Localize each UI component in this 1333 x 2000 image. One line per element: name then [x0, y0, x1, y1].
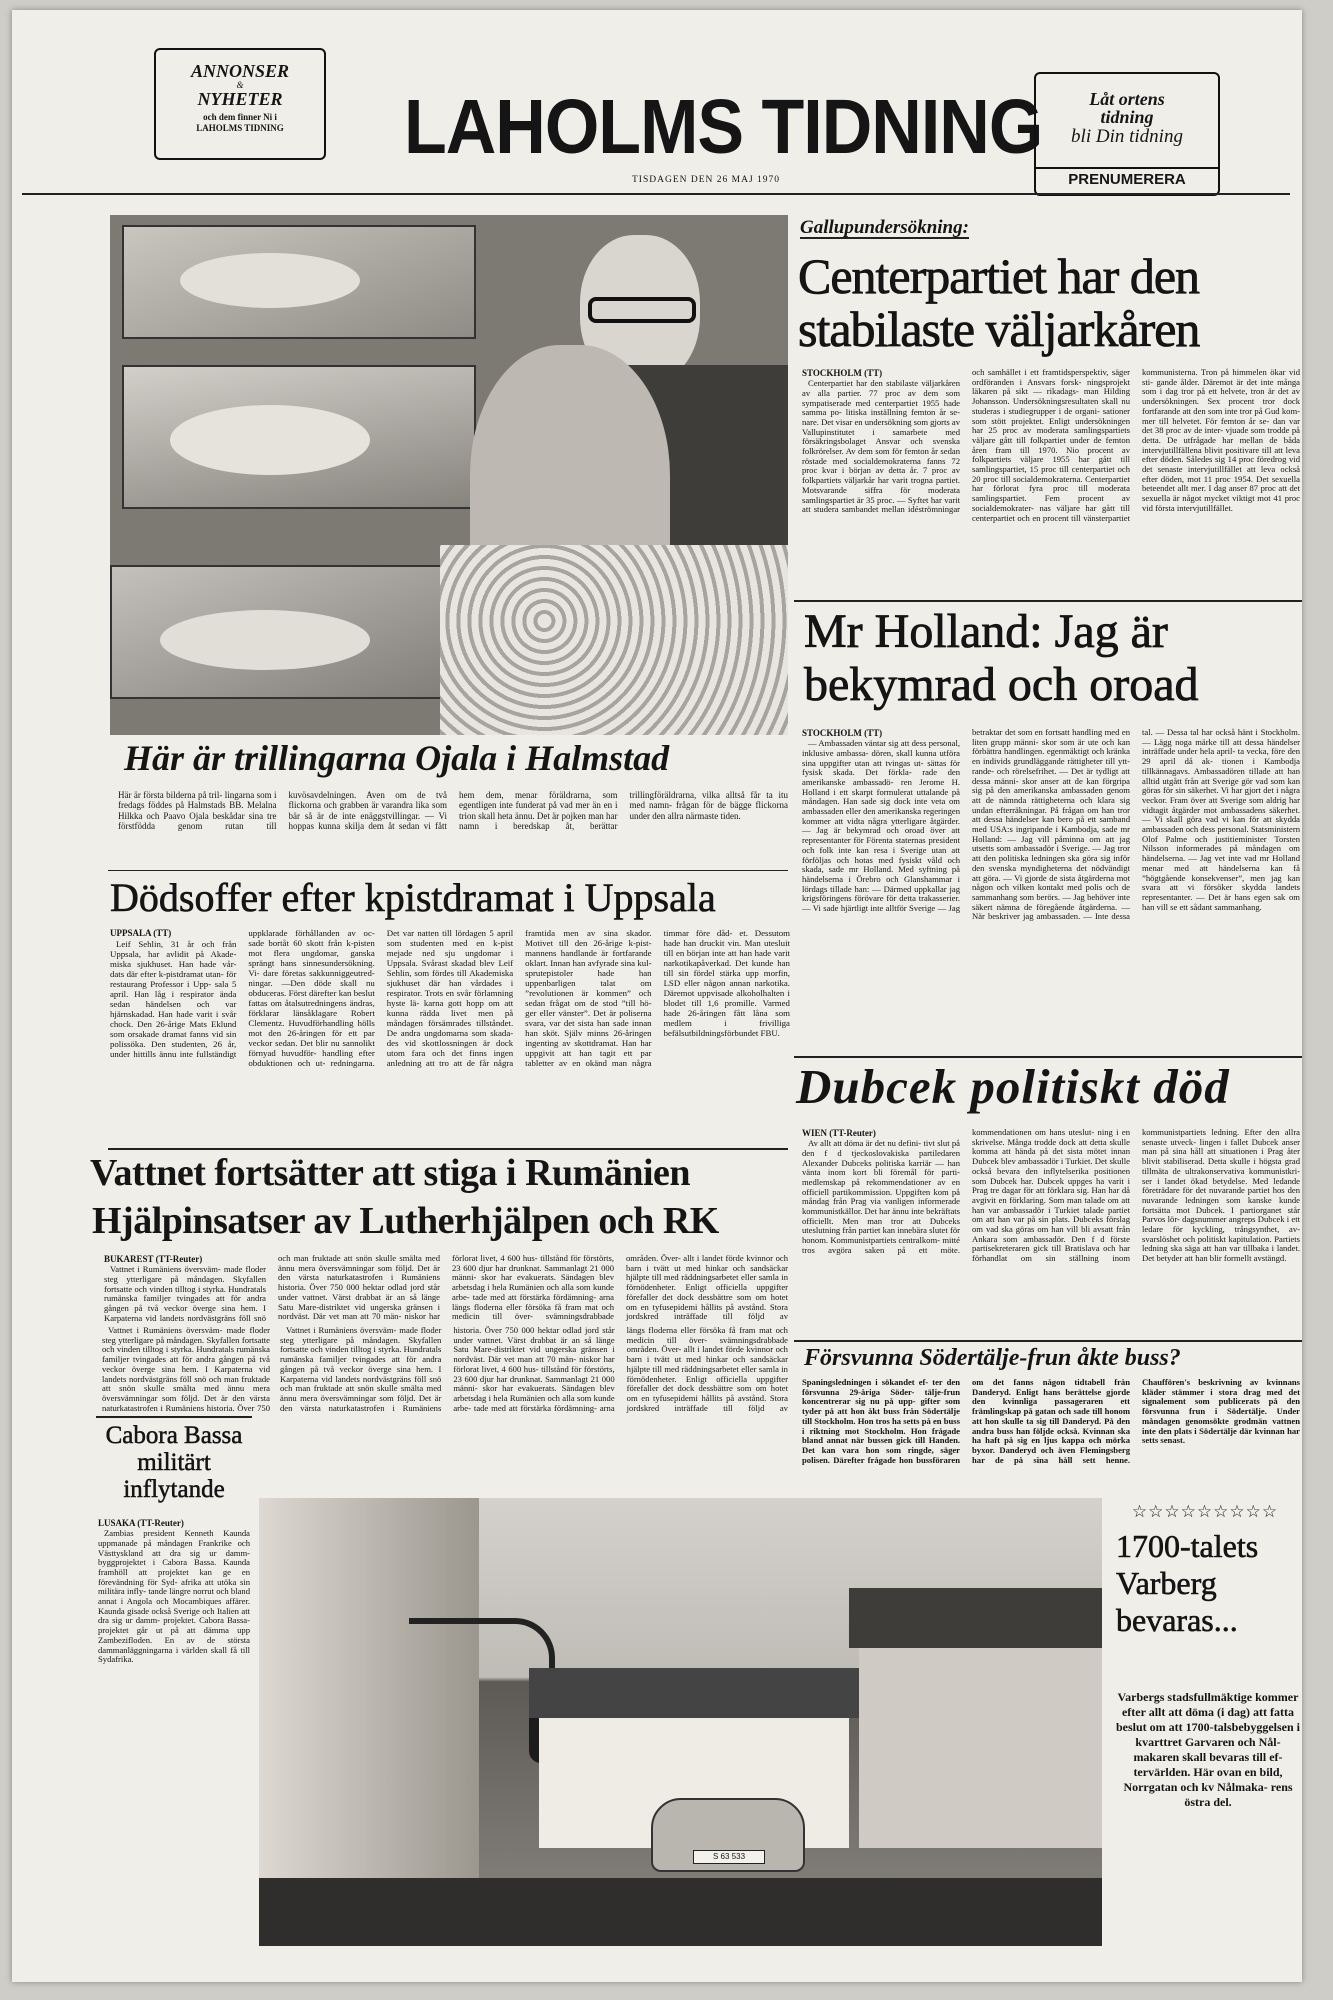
dodsoffer-headline: Dödsoffer efter kpistdramat i Uppsala — [110, 875, 716, 920]
dodsoffer-dateline: UPPSALA (TT) — [110, 928, 172, 938]
subscribe-label: PRENUMERERA — [1036, 167, 1218, 188]
holland-divider — [794, 1056, 1302, 1058]
masthead-rule — [22, 193, 1290, 195]
cabora-body — [98, 1518, 250, 1918]
rumanien-dateline: BUKAREST (TT-Reuter) — [104, 1254, 203, 1264]
ad-box-left — [154, 48, 326, 160]
rumanien-body-right — [280, 1326, 788, 1414]
rumanien-headline-1: Vattnet fortsätter att stiga i Rumänien — [90, 1152, 691, 1194]
sodertalje-text: Spaningsledningen i sökandet ef- ter den försvunna 29-åriga Söder- tälje-frun koncentrerar sig nu på upp- gifter som tyder på att hon åkt buss från Södertälje till Stockholm. Hon tros ha setts på en buss i riktning mot Stockholm. Hon frågade bland annat när bussen gick till Handen. Det kan vara hon som ringde, säger polisen. Därefter frågade hon bussföraren om det fanns någon tidtabell från Danderyd. Enligt hans berättelse gjorde den kvinnliga passageraren ett främlingskap på gatan och sade till honom att hon skulle ta sig till Danderyd. På den andra buss han följde också. Kvinnan ska ha haft på sig en ljus kappa och mörka byxor. Danderyd och även Flemingsberg har de på sina håll sett henne. Chauffören's beskrivning av kvinnans kläder stämmer i stora drag med det signalement som publicerats på den försvunna frun i Södertälje. Under måndagen genomsökte grodmän vattnen inte den plats i Södertälje där kvinnan har setts senast. — [802, 1378, 1300, 1465]
rumanien-top-rule — [108, 1148, 788, 1150]
sodertalje-headline: Försvunna Södertälje-frun åkte buss? — [804, 1345, 1181, 1371]
baby-2 — [170, 405, 370, 475]
car-license-plate: S 63 533 — [693, 1850, 765, 1864]
varberg-stars: ☆☆☆☆☆☆☆☆☆ — [1131, 1502, 1279, 1522]
dubcek-divider — [794, 1340, 1302, 1342]
gallup-headline: Centerpartiet har den stabilaste väljarkåren — [798, 248, 1200, 357]
subscribe-line: Låt ortens — [1089, 89, 1165, 109]
rumanien-headline-2: Hjälpinsatser av Lutherhjälpen och RK — [92, 1200, 719, 1242]
dodsoffer-top-rule — [108, 870, 788, 871]
varberg-text: Varbergs stadsfullmäktige kommer efter allt att döma (i dag) att fatta beslut om att 1700-talsbebyggelsen i kvarttret Garvaren och Nål- makaren skall bevaras till ef- tervärlden. Här ovan en bild, Norrgatan och kv Nålmaka- rens östra del. — [1116, 1690, 1300, 1809]
gallup-kicker: Gallupundersökning: — [800, 217, 969, 238]
ad-box-line: ANNONSER — [190, 61, 290, 81]
mother-dress — [440, 545, 788, 735]
rumanien-text: Vattnet i Rumäniens översväm- made floder steg ytterligare på måndagen. Skyfallen fortsatte och vinden tilltog i styrka. Hundratals rumänska familjer tvingades att för andra gången på två veckor överge sina hem. I Karpaterna vid landets nordvästgräns föll snö och man fruktade att snön skulle smälta med ännu mera översvämningar som följd. Det är den värsta naturkatastrofen i Rumäniens historia. Över 750 000 hektar odlad jord står under vattnet. Värst drabbat är an så länge Satu Mare-distriktet vid ungerska gränsen i nordväst. Där vet man att 70 män- niskor har förlorat livet, 4 600 hus- tillstånd för förstörts, 23 600 djur har drunknat. Sammanlagt 21 000 männi- skor har evakuerats. Sändagen blev arbetsdag i hela Rumänien och alla som kunde arbe- tade med att förstärka fördämning- arna längs floderna eller försöka få fram mat och medicin till över- svämningsdrabbade områden. Över- allt i landet förde kvinnor och barn i tvätt ut med hinkar och sandsäckar hjälpte till med räddningsarbetet eller samla in förnödenheter. Enligt officiella uppgifter förefaller det dock dessbättre som om hotet om en tyfusepidemi hållits på avstånd. Stora jordskred inträffade till följd av — [104, 1254, 788, 1323]
triplets-text: Här är första bilderna på tril- lingarna som i fredags föddes på Halmstads BB. Melalna Hilkka och Paavo Ojala beskådar sina tre förstfödda genom rutan till kuvösavdelningen. Aven om de två flickorna och grabben är varandra lika som bär så är de inte enäggstvillingar. — Vi hoppas kunna skilja dem åt sedan vi fått hem dem, menar föräldrarna, som egentligen inte funderat på vad mer än en i trion skall heta ännu. Det är pojken man har namn i beredskap åt, berättar trillingföräldrarna, vilka alltså får ta itu med namn- frågan för de bägge flickorna under den allra närmaste tiden. — [118, 790, 788, 832]
cabora-headline: Cabora Bassa militärt inflytande — [105, 1422, 243, 1503]
subscribe-box — [1034, 72, 1220, 196]
rumanien-text-cont: Vattnet i Rumäniens översväm- made floder steg ytterligare på måndagen. Skyfallen fortsatte och vinden tilltog i styrka. Hundratals rumänska familjer tvingades att för andra gången på två veckor överge sina hem. I Karpaterna vid landets nordvästgräns föll snö och man fruktade att snön skulle smälta med ännu mera översvämningar som följd. Det är den värsta naturkatastrofen i Rumäniens historia. Över 750 000 hektar odlad jord står under vattnet. Värst drabbat är an så länge Satu Mare-distriktet vid ungerska gränsen i nordväst. Där vet man att 70 män- niskor har förlorat livet, 4 600 hus- tillstånd för förstörts, 23 600 djur har drunknat. Sammanlagt 21 000 männi- skor har evakuerats. Sändagen blev arbetsdag i hela Rumänien och alla som kunde arbe- tade med att förstärka fördämning- arna längs floderna eller försöka få fram mat och medicin till över- svämningsdrabbade områden. Över- allt i landet förde kvinnor och barn i tvätt ut med hinkar och sandsäckar hjälpte till med räddningsarbetet eller samla in förnödenheter. Enligt officiella uppgifter förefaller det dock dessbättre som om hotet om en tyfusepidemi hållits på avstånd. Stora jordskred inträffade till följd av — [280, 1326, 788, 1413]
holland-headline: Mr Holland: Jag är bekymrad och oroad — [804, 605, 1199, 711]
subscribe-line: tidning — [1100, 107, 1154, 127]
house-right — [859, 1618, 1102, 1848]
baby-1 — [180, 253, 360, 308]
house-right-roof — [849, 1588, 1102, 1648]
varberg-street-photo — [259, 1498, 1102, 1946]
dubcek-headline: Dubcek politiskt död — [796, 1059, 1230, 1114]
gallup-divider — [794, 600, 1302, 602]
gallup-body — [802, 368, 1300, 598]
cabora-dateline: LUSAKA (TT-Reuter) — [98, 1518, 184, 1528]
masthead-title: LAHOLMS TIDNING — [404, 83, 1043, 170]
house-mid-roof — [529, 1668, 859, 1718]
father-glasses — [588, 297, 696, 323]
gallup-dateline: STOCKHOLM (TT) — [802, 368, 883, 378]
dubcek-body — [802, 1128, 1300, 1338]
masthead-date: TISDAGEN DEN 26 MAJ 1970 — [632, 175, 781, 185]
dubcek-text: Av allt att döma är det nu defini- tivt slut på den f d tjeckoslovakiska partiledaren Alexander Dubceks politiska karriär — han vänta inom kort bli föremål för parti- medlemskap på rekommendationer av en officiell partikommission. Uppgiften kom på måndag från Prag via vanligen informerade kommunistkällor. Det har ännu inte bekräftats officiellt. Men man tror att Dubceks uteslutning från partiet kan innebära slutet för honom. Kommunistpartiets centralkom- mitté tros avgöra saken på ett möte. kommendationen om hans uteslut- ning i en skrivelse. Många trodde dock att detta skulle komma att hända på det sista mötet innan Dubcek blev ambassadör i Turkiet. Det skulle också bevara den inflytelserika positionen som Dubcek har. Dubcek uppges ha varit i Prag tre dagar för att förklara sig. Han har då avgivit en förklaring. Som man talade om att han var ambassadör i Turkiet talade partiet om att han var på sin plats. Dubceks förslag om vad ska göras om han vill bli avsatt från Ankara som ambassadör. Den f d förste partisekreteraren gick till Bratislava och har förhandlat om sin ställning inom kommunistpartiets ledning. Efter den allra senaste utveck- lingen i fallet Dubcek anser man på sina håll att situationen i Prag åter blivit stabiliserad. Detta skulle i högsta grad tillmäta de ultrakonservativa kommunistkri- ser i landet ökad betydelse. Med ledande företrädare för det nuvarande partiet hos den nuvarande ledningen som kanske kunde fortsätta mot Dubcek. I partiorganet står Parvos lör- dagsnummer angreps Dubcek i ett ledare för kyckling, trångsynthet, av- svarslöshet och politiskt kapitulation. Partiets ledning ska säga att han var tillbaka i landet. Det betyder att han blir formellt avstängd. — [802, 1128, 1300, 1264]
rumanien-text-cont: Vattnet i Rumäniens översväm- made floder steg ytterligare på måndagen. Skyfallen fortsatte och vinden tilltog i styrka. Hundratals rumänska familjer tvingades att för andra gången på två veckor överge sina hem. I Karpaterna vid landets nordvästgräns föll snö och man fruktade att snön skulle smälta med ännu mera översvämningar som följd. Det är den värsta naturkatastrofen i Rumäniens historia. Över 750 — [102, 1326, 270, 1413]
rumanien-body — [104, 1254, 788, 1324]
ad-box-line: NYHETER — [197, 89, 283, 109]
dodsoffer-body — [110, 928, 790, 1148]
parked-car — [651, 1798, 805, 1872]
dodsoffer-text: Leif Sehlin, 31 år och från Uppsala, har avlidit på Akade- miska sjukhuset. Han hade vår- dats där efter k-pistdramat utan- för restaurang Professor i Upp- sala 5 april. Han låg i respirator ända sedan händelsen och var hjärnskadad. Han hade varit i svår chock. Den 26-årige Mats Eklund som orsakade dramat fanns vid sin polissöka. Den studenten, 26 år, under hittills ännu inte fullständigt uppklarade förhållanden av oc- sade bortåt 60 skott från k-pisten mot flera ungdomar, ganska sprängt hans sinnesundersökning. Vi- dare företas sakkunniggeutred- ningar. —Den döde skall nu obduceras. Först därefter kan beslut fattas om åtalsutredningens ändras, förklarar länsåklagare Robert Clementz. Huvudförhandling hölls mot den 26-åringen för ett par veckor sedan. Det blir nu sannolikt förnyad huvudför- handling efter obduktionen och ut- redningarna. Det var natten till lördagen 5 april som studenten med en k-pist mejade ned sju ungdomar i Uppsala. Svårast skadad blev Leif Sehlin, som fördes till Akademiska sjukhuset där han vårdades i respirator. Trots en svår förlamning hyste lä- karna gott hopp om att kunna rädda livet men på måndagen försämrades tillståndet. De andra ungdomarna som skada- des vid skottlossningen är dock utom fara och det finns ingen anledning att tro att de får några framtida men av sina skador. Motivet till den 26-årige k-pist- mannens handlande är fortfarande oklart. Innan han avfyrade sina kul- sprutepistoler hade han uppenbarligen talat om ”revolutionen är kommen” och sedan frågat om de stod ”till hö- ger eller vänster”. Det är poliserna svara, var det sista han sade innan han sköt. Själv minns 26-åringen ingenting av skottdramat. Han har uppgivit att han tagit ett par tabletter av en okänd man några timmar före dåd- et. Dessutom hade han druckit vin. Man utesluit till en början inte att han hade varit narkotikapåverkad. Det kunde han till sin fördel stärka upp morfin, LSD eller någon annan narkotika. Däremot uppvisade alkoholhalten i blodet till 1,6 promille. Varmed hade 26-åringen fått låna som medlem i frivilliga befälsutbildningsförbundet FBU. — [110, 928, 790, 1069]
gallup-text: Centerpartiet har den stabilaste väljarkåren av alla partier. 77 proc av dem som sympatiserade med centerpartiet 1955 hade samma po- litiska inställning femton år se- nare. Det visar en undersökning som gjorts av Vallupinstitutet i samarbete med försäkringsbolaget Ansvar och svenska folkrörelser. Av dem som för femton år sedan röstade med socialdemokraterna fanns 72 proc kvar i början av detta år. 7 proc av folkpartiets väljarkår har varit trogna partiet. Motsvarande siffra för moderata samlingspartiet är 35 proc. — Syftet har varit att studera sambandet mellan idéströmningar och samhället i ett framtidsperspektiv, säger ordföranden i Ansvars forsk- ningsprojekt läkaren på sikt — rikadags- man Hilding Johansson. Undersökningsresultaten skall nu studeras i studiegrupper i de organi- sationer som stött projektet. Enligt undersökningen har 25 proc av moderata samlingspartiets väljare gått till folkpartiet under de femton åren fram till 1970. Nio procent av folkpartiets väljare 1955 har gått till samlingspartiet, 15 proc till centerpartiet och 20 proc till socialdemokraterna. Centerpartiet har förlorat fyra proc till moderata samlingspartiet. Fem procent av socialdemokrater- nas väljare har gått till centerpartiet och en procent till vänsterpartiet kommunisterna. Tron på himmelen ökar vid sti- gande ålder. Däremot är det inte många som i dag tror på ett helvete, tron är det av undersökningen. Sex procent tror dock fortfarande att den som inte tror på Gud kom- mer till helvetet. För femton år se- dan var det 38 proc av de inter- vjuade som trodde på detta. De utfrågade har mellan de båda intervjutillfällena blivit positivare till att leva efter döden. Således sig 14 proc föredrog vid det senaste intervjutillfället att leva också efter döden, mot 11 proc 1954. Det sexuella beteendet allt mer. I dag anser 87 proc att det sexuella är något mycket viktigt mot 41 proc vid första intervjutillfället. — [802, 368, 1300, 523]
holland-body — [802, 728, 1300, 1048]
varberg-headline: 1700-talets Varberg bevaras... — [1116, 1528, 1259, 1638]
rumanien-body-left — [102, 1326, 270, 1414]
ad-box-line: och dem finner Ni i — [203, 112, 277, 122]
cabora-text: Zambias president Kenneth Kaunda uppmanade på måndagen Frankrike och Västtyskland att dra sig ur damm-byggprojektet i Cabora Bassa. Kaunda framhöll att projektet kan ge en förevändning för Syd- afrika att utöka sin militära infly- tande längre norrut och bland annat i Angola och Mocambiques affärer. Kaunda gisade också Sverige och Italien att dra sig ur damm- projektet. Cabora Bassa-projektet går ut på att dämma upp Zambezifloden. En av de största dammanläggningarna i världen skall få till Sydafrika. — [98, 1528, 250, 1665]
triplets-photo — [110, 215, 788, 735]
ad-box-line: LAHOLMS TIDNING — [196, 123, 284, 133]
dubcek-dateline: WIEN (TT-Reuter) — [802, 1128, 876, 1138]
holland-dateline: STOCKHOLM (TT) — [802, 728, 883, 738]
street-shadow — [259, 1878, 1102, 1946]
holland-text: — Ambassaden väntar sig att dess personal, inklusive ambassa- dören, skall kunna utföra sina uppgifter utan att tvingas ut- sättas för fysisk skada. Det förkla- rade den amerikanske ambassadö- ren Jerome H. Holland i ett skarpt formulerat uttalande på måndagen. Han sade sig dock inte veta om ambassaden eller den amerikanska regeringen kommer att vidta några ytterligare åtgärder. — Jag är bekymrad och oroad över att representanter för Förenta staternas president och folk inte kan resa i Sverige utan att förföljas och hotas med fysiskt våld och skada, sade mr Holland. Med syftning på händelserna i Örebro och Glanshammar i lördags tillade han: — Därmed uppkallar jag krigsföringens förövare för detta trakasserier. — Vi sade hjärtligt inte alltför Sverige — Jag betraktar det som en fortsatt handling med en liten grupp männi- skor som är ute och kan förbättra handlingen. egenmäktigt och kränka en individs grundläggande rättigheter till ytt- rande- och rörelsefrihet. — Det är tydligt att dessa männi- skor anser att de kan förgripa sig på den amerikanska ambassaden genom att de nämnda rättigheterna och klara sig undan efterräkningar. På frågan om han tror att dessa händelser kan bero på ett samband med USA:s ingripande i Kambodja, sade mr Holland: — Jag vill påminna om att jag utsetts som ambassadör i Sverige. — Jag tror att den politiska ledningen ska göra sig inför den svenska myndigheterna det nödvändigt att göra. — Vi gjorde de sista åtgärderna mot någon och vilken kontakt med polis och de sammanhang som berörs. — Jag behöver inte säkert nämna de föregående åtgärderna. — När beskriver jag ambassaden. — Inte dessa tal. — Dessa tal har också hänt i Stockholm. — Lägg noga märke till att dessa händelser inträffade under hela april- ta vecka, före den 29 april då ak- tionen i Kambodja tillkännagavs. Ambassadören tillade att han alltid utgått från att Sverige gör vad som kan göras för sin säkerhet. Vi har gjort det i några veckor. Fram över att Sverige som aldrig har vidtagit åtgärder mot ambassadens säkerhet. — Vi skall göra vad vi kan för att skydda ambassaden och dess personal. Statsministern Olof Palme och justitieminister Torsten Nilsson informerades på måndagen om händelserna. — Jag vet inte vad mr Holland menar med att händelserna kan få ”högtgående konsekvenser”, men jag kan svara att vi försöker skydda landets representanter. — Det är hans egen sak om han vill se ett sådant sammanhang. — [802, 728, 1300, 922]
cabora-top-rule — [96, 1416, 252, 1418]
newspaper-page — [12, 10, 1302, 1982]
subscribe-line: bli Din tidning — [1071, 126, 1183, 147]
triplets-headline: Här är trillingarna Ojala i Halmstad — [124, 738, 670, 778]
ad-box-line: & — [236, 80, 244, 90]
baby-3 — [160, 610, 370, 670]
